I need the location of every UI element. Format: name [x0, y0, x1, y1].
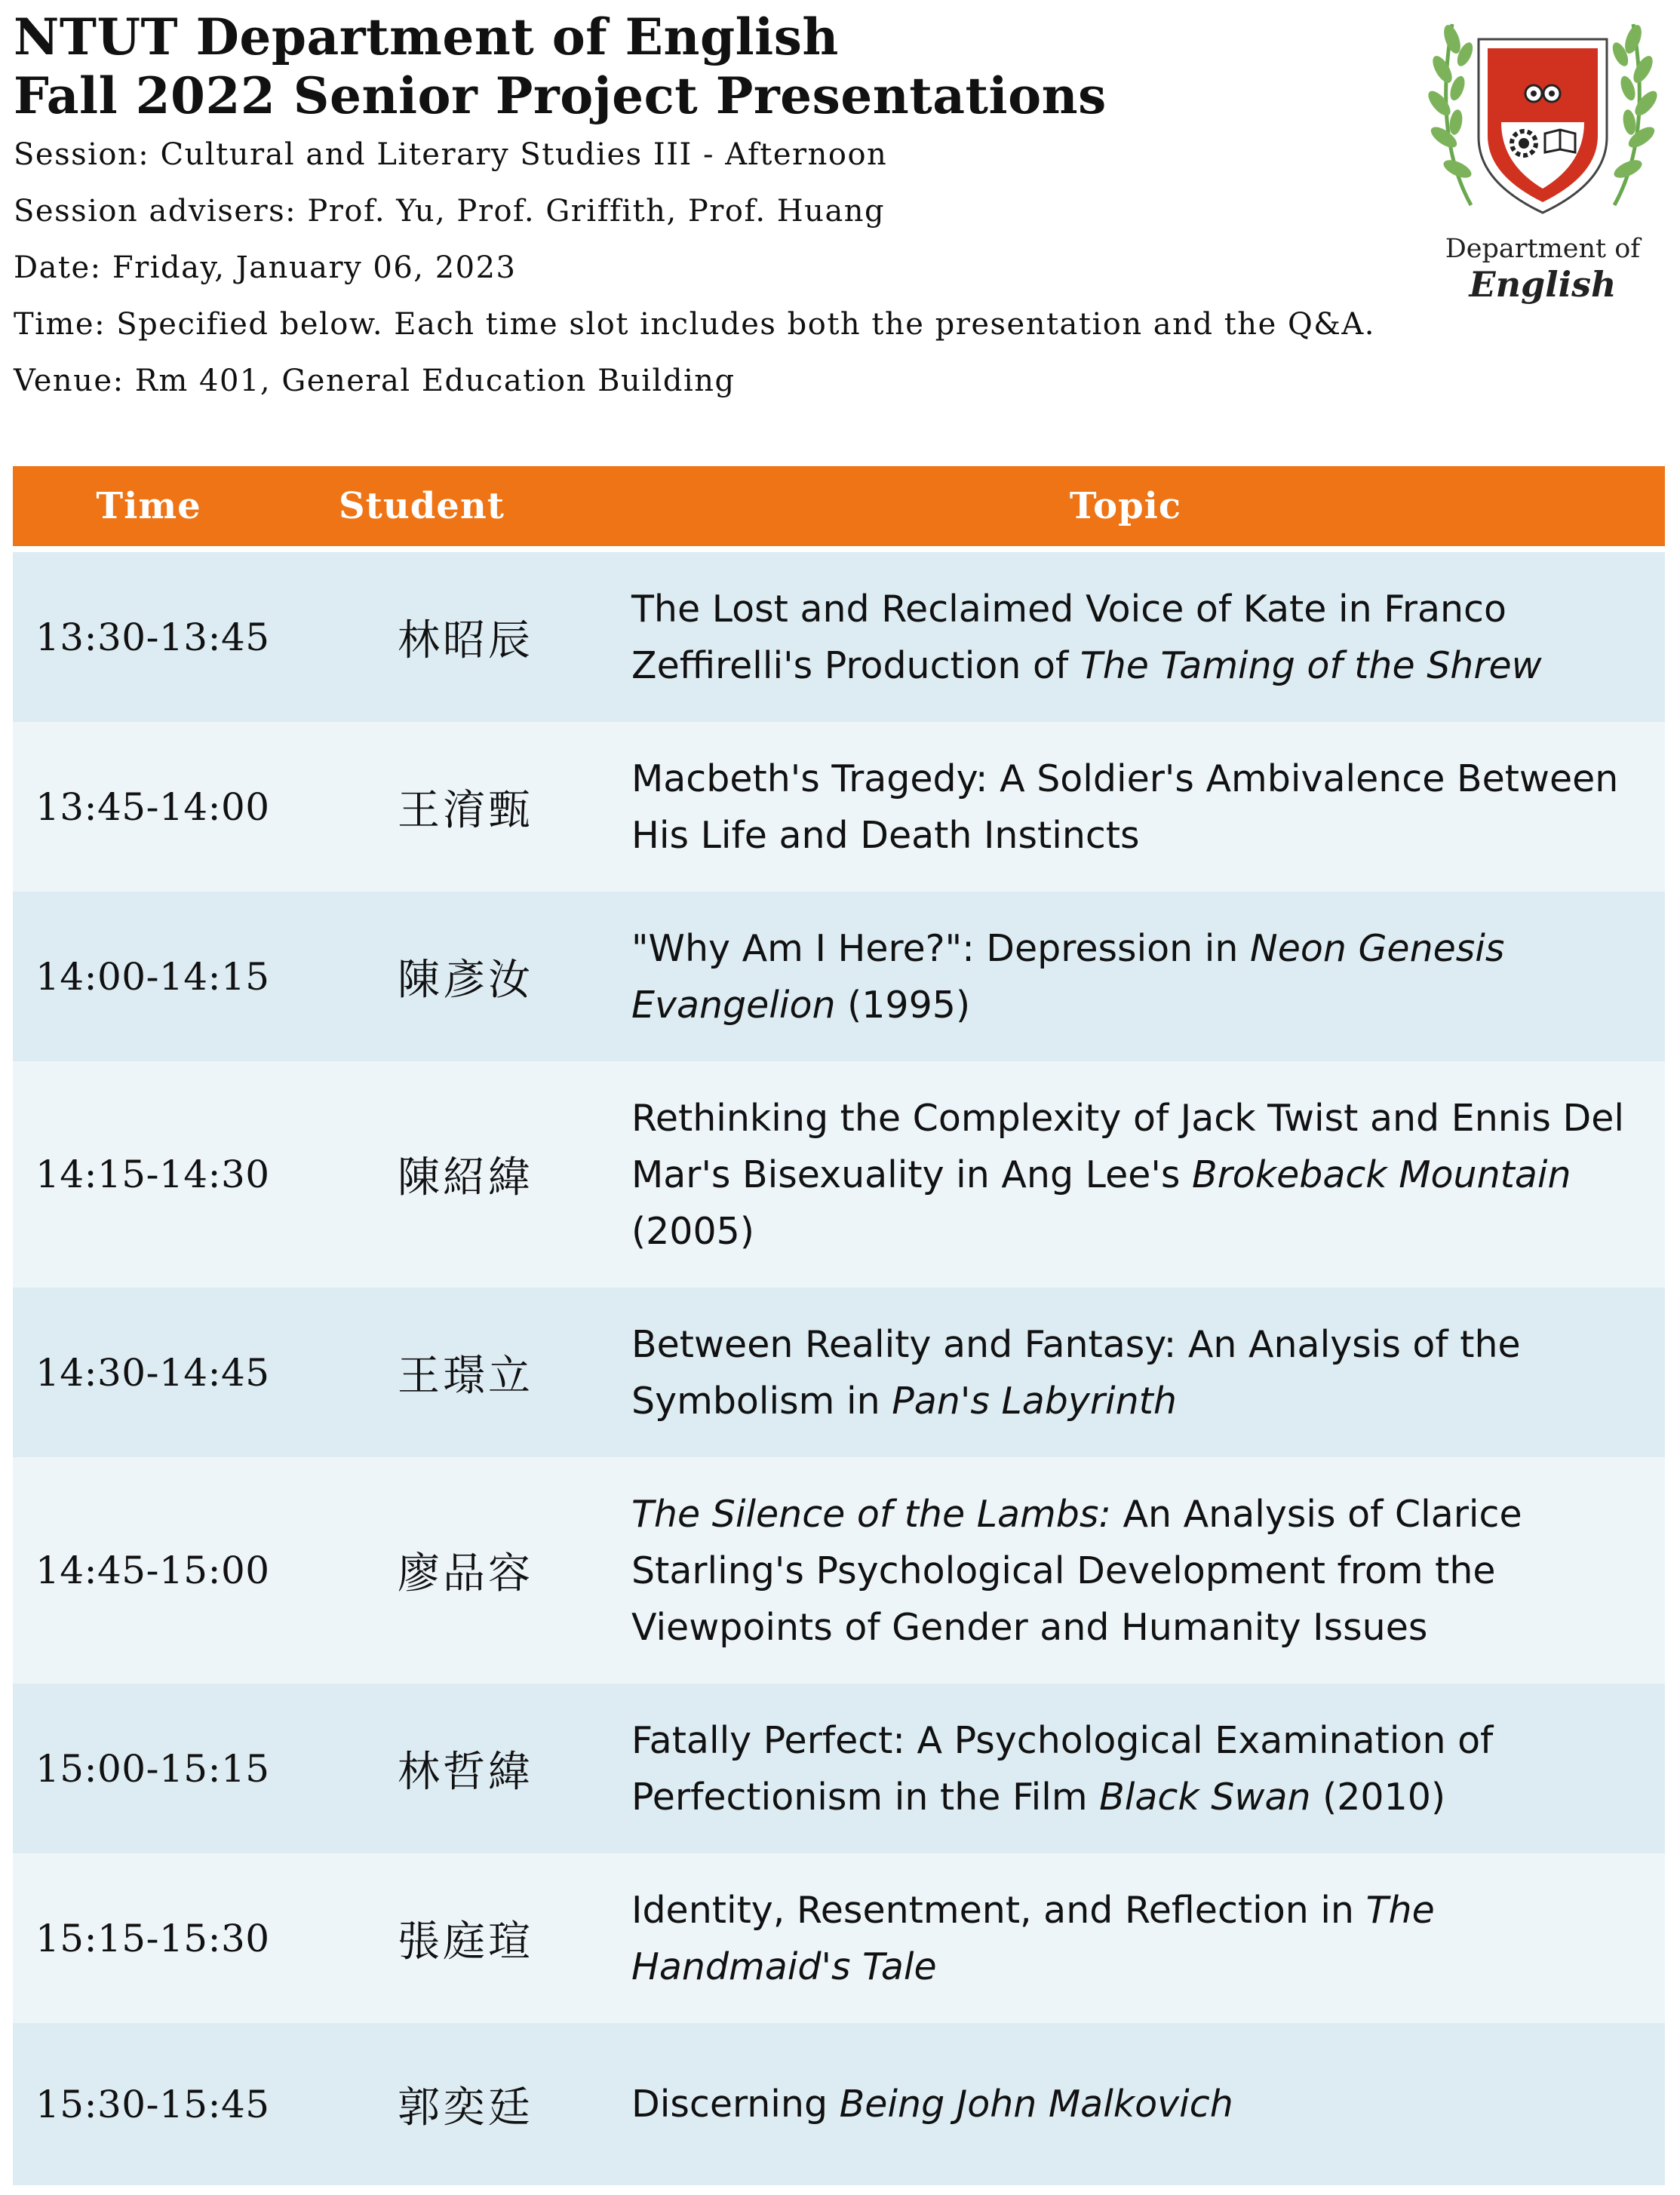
cell-time: 14:00-14:15	[35, 954, 270, 999]
logo-caption-english: English	[1469, 264, 1617, 305]
column-header-student: Student	[339, 485, 505, 527]
cell-topic	[631, 751, 1665, 864]
cell-student: 林哲緯	[398, 1747, 533, 1797]
table-row	[13, 1061, 1665, 1288]
topic-text: Fatally Perfect: A Psychological Examination of Perfectionism in the Film	[631, 1718, 1494, 1819]
department-crest-icon	[1418, 9, 1667, 235]
topic-title-italic: Neon Genesis Evangelion	[631, 926, 1505, 1027]
topic-text: The Lost and Reclaimed Voice of Kate in Franco Zeffirelli's Production of	[631, 587, 1506, 687]
topic-text: "Why Am I Here?": Depression in	[631, 926, 1251, 970]
topic-title-italic: Pan's Labyrinth	[892, 1379, 1177, 1423]
cell-student: 張庭瑄	[398, 1917, 533, 1966]
cell-topic	[631, 1090, 1665, 1260]
topic-title-italic: The Silence of the Lambs:	[631, 1492, 1111, 1536]
department-logo	[1418, 9, 1667, 311]
table-body	[13, 552, 1665, 2185]
cell-topic	[631, 2076, 1665, 2132]
cell-student: 郭奕廷	[398, 2083, 533, 2132]
logo-caption-department: Department of	[1445, 234, 1641, 264]
cell-time: 13:45-14:00	[35, 784, 270, 829]
table-row	[13, 1684, 1665, 1853]
page-title-line1: NTUT Department of English	[14, 8, 839, 66]
cell-student: 陳紹緯	[398, 1153, 533, 1202]
cell-time: 14:45-15:00	[35, 1549, 270, 1592]
table-row	[13, 892, 1665, 1061]
cell-student: 王淯甄	[398, 785, 533, 835]
cell-topic	[631, 1712, 1665, 1825]
cell-time: 15:15-15:30	[35, 1916, 270, 1960]
topic-title-italic: Brokeback Mountain	[1191, 1153, 1571, 1196]
table-row	[13, 1457, 1665, 1684]
topic-text: Discerning	[631, 2083, 840, 2126]
topic-text: (2005)	[631, 1209, 754, 1253]
cell-time: 14:30-14:45	[35, 1350, 270, 1395]
topic-text: Identity, Resentment, and Reflection in	[631, 1888, 1366, 1932]
table-row	[13, 1288, 1665, 1457]
topic-title-italic: The Taming of the Shrew	[1080, 643, 1542, 687]
topic-text: Macbeth's Tragedy: A Soldier's Ambivalence Between His Life and Death Instincts	[631, 757, 1619, 857]
topic-title-italic: The Handmaid's Tale	[631, 1888, 1435, 1988]
session-date: Date: Friday, January 06, 2023	[14, 250, 517, 285]
session-advisers: Session advisers: Prof. Yu, Prof. Griffith, Prof. Huang	[14, 194, 886, 229]
column-header-time: Time	[96, 485, 201, 527]
session-venue: Venue: Rm 401, General Education Building	[14, 364, 736, 398]
schedule-table	[13, 466, 1665, 2185]
cell-time: 13:30-13:45	[35, 615, 270, 659]
column-header-topic: Topic	[1069, 485, 1182, 527]
topic-text: Between Reality and Fantasy: An Analysis of the Symbolism in	[631, 1322, 1521, 1423]
cell-topic	[631, 1316, 1665, 1429]
page-title-line2: Fall 2022 Senior Project Presentations	[14, 66, 1107, 125]
cell-topic	[631, 1882, 1665, 1995]
cell-student: 王璟立	[398, 1351, 533, 1401]
cell-student: 廖品容	[398, 1549, 533, 1598]
table-header-row	[13, 466, 1665, 546]
cell-student: 陳彥汝	[398, 955, 533, 1005]
topic-title-italic: Being John Malkovich	[839, 2083, 1233, 2126]
cell-time: 14:15-14:30	[35, 1153, 270, 1196]
topic-text: Rethinking the Complexity of Jack Twist and Ennis Del Mar's Bisexuality in Ang Lee's	[631, 1096, 1625, 1196]
topic-text: (1995)	[835, 983, 971, 1027]
cell-topic	[631, 1486, 1665, 1656]
cell-time: 15:00-15:15	[35, 1746, 270, 1791]
cell-topic	[631, 581, 1665, 694]
cell-time: 15:30-15:45	[35, 2082, 270, 2126]
session-info: Session: Cultural and Literary Studies III - Afternoon	[14, 137, 888, 172]
table-row	[13, 552, 1665, 722]
table-row	[13, 2023, 1665, 2185]
cell-student: 林昭辰	[398, 616, 533, 665]
page-header	[14, 8, 1432, 410]
cell-topic	[631, 920, 1665, 1033]
session-time-note: Time: Specified below. Each time slot includes both the presentation and the Q&A.	[14, 307, 1375, 342]
topic-title-italic: Black Swan	[1099, 1775, 1311, 1819]
table-row	[13, 1853, 1665, 2023]
table-row	[13, 722, 1665, 892]
topic-text: (2010)	[1310, 1775, 1446, 1819]
topic-text: An Analysis of Clarice Starling's Psychological Development from the Viewpoints of Gender and Humanity Issues	[631, 1492, 1522, 1649]
